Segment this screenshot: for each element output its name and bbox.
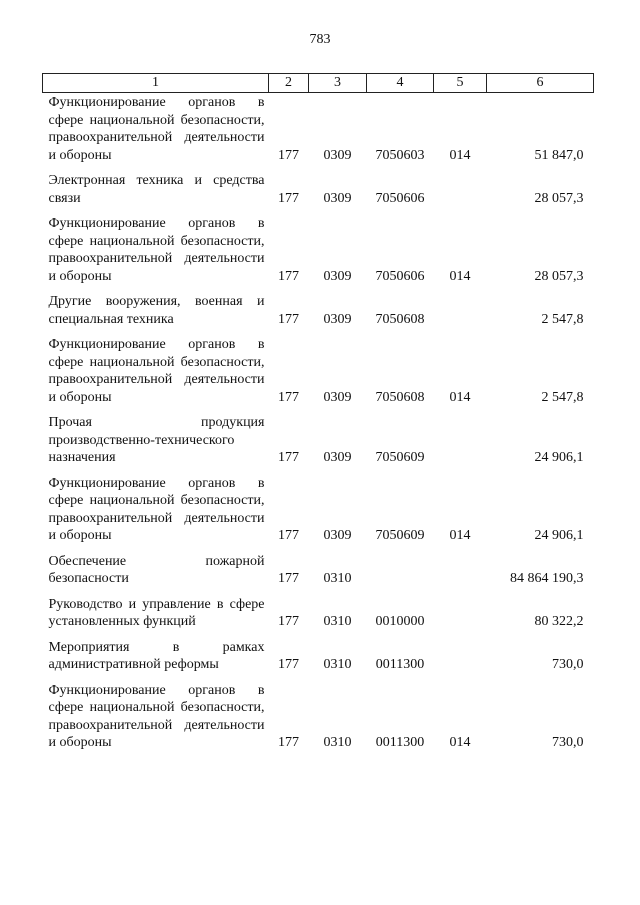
row-name: Обеспечение пожарной безопасности (48, 553, 265, 586)
row-amount: 51 847,0 (534, 147, 584, 163)
row-col-4: 0011300 (375, 657, 425, 672)
row-col-5: 014 (449, 268, 471, 284)
row-name: Функционирование органов в сфере национальной безопасности, правоохранительной деятельности и обороны (48, 95, 265, 163)
row-col-2: 177 (278, 571, 299, 586)
row-col-2: 177 (278, 311, 299, 327)
row-col-4 (367, 552, 434, 595)
table-row (43, 93, 594, 172)
row-col-5: 014 (449, 147, 471, 163)
table-row (43, 171, 594, 214)
table-row (43, 413, 594, 474)
row-col-4: 7050608 (375, 311, 425, 327)
row-col-5: 014 (449, 389, 471, 405)
row-amount: 80 322,2 (534, 614, 584, 629)
row-amount: 24 906,1 (534, 528, 584, 543)
row-name: Электронная техника и средства связи (48, 173, 265, 206)
row-col-2: 177 (278, 389, 299, 405)
table-row (43, 292, 594, 335)
column-header-5: 5 (434, 74, 487, 93)
column-header-3: 3 (309, 74, 367, 93)
row-name: Руководство и управление в сфере установленных функций (48, 596, 265, 629)
table-header-row (43, 74, 594, 93)
row-col-4: 0011300 (375, 735, 425, 750)
row-name: Функционирование органов в сфере национальной безопасности, правоохранительной деятельности и обороны (48, 682, 265, 750)
column-header-6: 6 (487, 74, 594, 93)
row-amount: 2 547,8 (541, 311, 584, 327)
table-row (43, 474, 594, 552)
row-col-4: 7050603 (375, 147, 425, 163)
row-name: Функционирование органов в сфере национальной безопасности, правоохранительной деятельности и обороны (48, 216, 265, 284)
row-amount: 730,0 (552, 735, 584, 750)
table-row (43, 552, 594, 595)
row-col-3: 0310 (323, 571, 352, 586)
row-col-5 (434, 292, 487, 335)
row-col-2: 177 (278, 614, 299, 629)
row-col-2: 177 (278, 450, 299, 465)
row-col-3: 0309 (323, 147, 352, 163)
row-col-3: 0309 (323, 389, 352, 405)
row-col-5: 014 (449, 528, 471, 543)
row-col-3: 0309 (323, 190, 352, 206)
row-col-4: 7050609 (375, 450, 425, 465)
row-amount: 730,0 (552, 657, 584, 672)
row-col-5 (434, 638, 487, 681)
row-col-3: 0310 (323, 735, 352, 750)
row-col-3: 0309 (323, 268, 352, 284)
row-amount: 28 057,3 (534, 268, 584, 284)
row-amount: 28 057,3 (534, 190, 584, 206)
row-col-3: 0310 (323, 657, 352, 672)
row-name: Функционирование органов в сфере национальной безопасности, правоохранительной деятельности и обороны (48, 475, 265, 543)
row-col-2: 177 (278, 190, 299, 206)
row-col-4: 0010000 (375, 614, 425, 629)
row-col-2: 177 (278, 268, 299, 284)
table-row (43, 214, 594, 292)
row-col-5 (434, 413, 487, 474)
row-col-2: 177 (278, 528, 299, 543)
column-header-1: 1 (43, 74, 269, 93)
row-name: Прочая продукция производственно-технического назначения (48, 415, 265, 465)
row-col-3: 0309 (323, 311, 352, 327)
row-col-4: 7050608 (375, 389, 425, 405)
row-name: Функционирование органов в сфере национальной безопасности, правоохранительной деятельности и обороны (48, 337, 265, 405)
page-number: 783 (309, 32, 331, 47)
row-col-2: 177 (278, 147, 299, 163)
table-row (43, 595, 594, 638)
row-col-4: 7050606 (375, 268, 425, 284)
row-col-5 (434, 171, 487, 214)
row-col-5 (434, 552, 487, 595)
row-col-2: 177 (278, 735, 299, 750)
row-amount: 84 864 190,3 (510, 571, 584, 586)
row-amount: 2 547,8 (541, 389, 584, 405)
row-col-4: 7050606 (375, 190, 425, 206)
row-col-3: 0310 (323, 614, 352, 629)
row-name: Мероприятия в рамках административной реформы (48, 639, 265, 672)
column-header-2: 2 (269, 74, 309, 93)
row-col-2: 177 (278, 657, 299, 672)
row-name: Другие вооружения, военная и специальная техника (48, 294, 265, 327)
row-col-3: 0309 (323, 528, 352, 543)
budget-table (42, 73, 594, 759)
row-col-5: 014 (449, 735, 471, 750)
column-header-4: 4 (367, 74, 434, 93)
table-row (43, 638, 594, 681)
row-col-5 (434, 595, 487, 638)
row-col-4: 7050609 (375, 528, 425, 543)
table-row (43, 681, 594, 759)
table-row (43, 335, 594, 413)
row-col-3: 0309 (323, 450, 352, 465)
row-amount: 24 906,1 (534, 450, 584, 465)
